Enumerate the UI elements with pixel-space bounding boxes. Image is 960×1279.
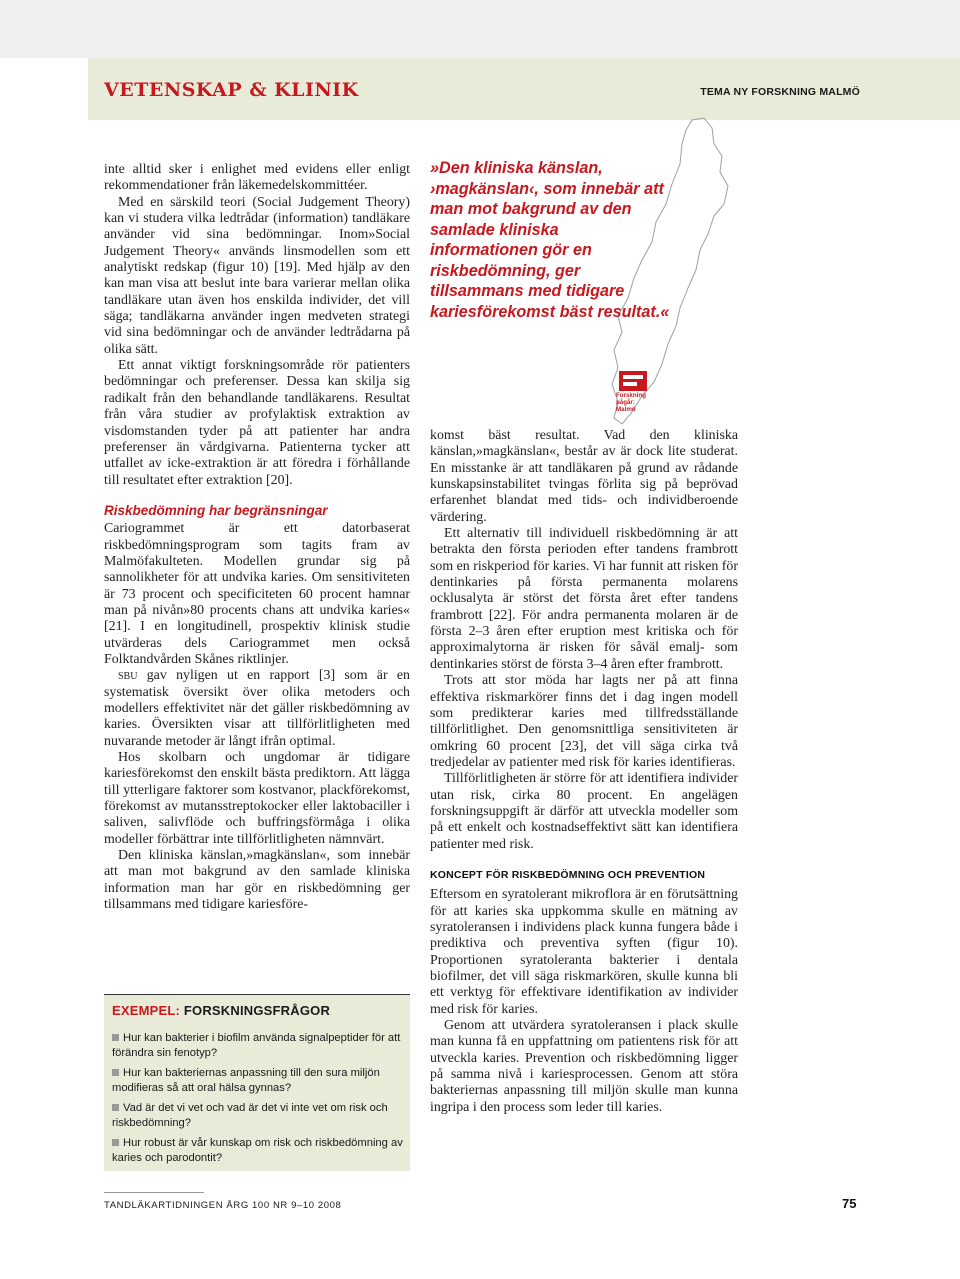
square-bullet-icon <box>112 1034 119 1041</box>
question-text: Vad är det vi vet och vad är det vi inte vet om risk och riskbedömning? <box>112 1102 388 1129</box>
question-text: Hur robust är vår kunskap om risk och riskbedömning av karies och parodontit? <box>112 1137 403 1164</box>
left-column <box>104 162 410 913</box>
list-item <box>112 1031 406 1060</box>
body-paragraph: Ett alternativ till individuell riskbedömning är att betrakta den första perioden efter tandens frambrott som en riskperiod för karies. Vi har funnit att risken för dentinkaries på första permanenta molarens ocklusalyta är störst det första året efter tandens frambrott [22]. För andra permanenta molaren är de första 2–3 åren efter eruption mest kritiska och för approximalytorna är risken för såväl emalj- som dentinkaries störst de första 3–4 åren efter frambrott. <box>430 526 738 672</box>
body-paragraph: Eftersom en syratolerant mikroflora är en förutsättning för att karies ska uppkomma skulle en mätning av syratoleransen i individens plack kunna fungera både i prediktiva och preventiva syften (figur 10). Proportionen syratoleranta bakterier i dentala biofilmer, det vill säga riskmarkören, skulle kunna bli ett verktyg för effektivare identifikation av individer med risk för karies. <box>430 887 738 1017</box>
body-paragraph: komst bäst resultat. Vad den kliniska känslan,»magkänslan«, består av är dock lite studerat. En misstanke är att tandläkaren på grund av rådande kunskapsinstabilitet tvingas förlita sig på beprövad erfarenhet blandat med tids- och individberoende värdering. <box>430 428 738 525</box>
badge-line: Malmö <box>616 406 636 413</box>
sbu-abbreviation: sbu <box>118 668 138 684</box>
question-text: Hur kan bakteriernas anpassning till den sura miljön modifieras så att oral hälsa gynnas? <box>112 1067 380 1094</box>
square-bullet-icon <box>112 1104 119 1111</box>
question-text: Hur kan bakterier i biofilm använda signalpeptider för att förändra sin fenotyp? <box>112 1032 401 1059</box>
subheading: KONCEPT FÖR RISKBEDÖMNING OCH PREVENTION <box>430 868 706 881</box>
body-paragraph: inte alltid sker i enlighet med evidens eller enligt rekommendationer från läkemedelskommittéer. <box>104 162 410 194</box>
body-paragraph: Genom att utvärdera syratoleransen i plack skulle man kunna få en uppfattning om patientens risk för att utveckla karies. Prevention och riskbedömning ligger på samma nivå i kariesprocessen. Genom att störa bakteriernas anpassning till miljön skulle man kunna ingripa i den process som leder till karies. <box>430 1018 738 1115</box>
journal-footer: TANDLÄKARTIDNINGEN ÅRG 100 NR 9–10 2008 <box>104 1200 342 1211</box>
body-paragraph: Tillförlitligheten är större för att identifiera individer utan risk, cirka 80 procent. En angelägen forskningsuppgift är därför att utveckla modeller som på ett enkelt och kostnadseffektivt sätt kan identifiera patienter med risk. <box>430 771 738 852</box>
sbu-text: gav nyligen ut en rapport [3] som är en systematisk översikt över olika metoders och modellers effektivitet när det gäller riskbedömning av karies. Översikten visar att tillförlitligheten med nuvarande metoder är långt ifrån optimal. <box>104 668 410 749</box>
body-paragraph: Den kliniska känslan,»magkänslan«, som innebär att man mot bakgrund av den samlade kliniska information man har gör en riskbedömning ger tillsammans med tidigare kariesföre- <box>104 848 410 913</box>
body-paragraph: Cariogrammet är ett datorbaserat riskbedömningsprogram som tagits fram av Malmöfakulteten. Modellen grundar sig på sannolikheter för att undvika karies. Om sensitiviteten är 73 procent och specificiteten 60 procent hamnar man på nivån»80 procents chans att undvika karies« [21]. I en longitudinell, prospektiv klinisk studie utvärderas dels Cariogrammet men också Folktandvården Skånes riktlinjer. <box>104 521 410 667</box>
body-paragraph: Ett annat viktigt forskningsområde rör patienters bedömningar och preferenser. Dessa kan skilja sig radikalt från den behandlande tandläkarens. Resultat från våra studier av profylaktisk extraktion av visdomstanden tyder på att patienter har andra preferenser än vårdgivarna. Patienterna tycker att utfallet av icke-extraktion är att föredra i förhållande till resultatet efter extraktion [20]. <box>104 358 410 488</box>
theme-tag: TEMA NY FORSKNING MALMÖ <box>700 86 860 98</box>
example-label: EXEMPEL: <box>112 1003 181 1018</box>
section-title: VETENSKAP & KLINIK <box>104 79 359 101</box>
square-bullet-icon <box>112 1139 119 1146</box>
example-title-text: FORSKNINGSFRÅGOR <box>183 1003 331 1018</box>
square-bullet-icon <box>112 1069 119 1076</box>
pull-quote: »Den kliniska känslan, ›magkänslan‹, som innebär att man mot bakgrund av den samlade kliniska informationen gör en riskbedömning, ger tillsammans med tidigare kariesförekomst bäst resultat.« <box>430 159 670 321</box>
body-paragraph: Trots att stor möda har lagts ner på att finna effektiva riskmarkörer finns det i dag ingen modell som predikterar karies med tillfredsställande tillförlitlighet. Den genomsnittliga sensitiviteten är omkring 60 procent [23], det vill säga cirka två tredjedelar av patienter med risk för karies identifieras. <box>430 673 738 770</box>
subheading: Riskbedömning har begränsningar <box>104 502 328 518</box>
body-paragraph-sbu <box>104 668 410 750</box>
footer-rule <box>104 1192 204 1193</box>
body-paragraph: Hos skolbarn och ungdomar är tidigare kariesförekomst den enskilt bästa prediktorn. Att lägga till ytterligare faktorer som kostvanor, plackförekomst, förekomst av mutansstreptokocker eller laktobaciller i saliven, salivflöde och buffringsförmåga i olika modeller förbättrar inte tillförlitligheten nämnvärt. <box>104 750 410 847</box>
top-margin-band <box>0 0 960 58</box>
page-number: 75 <box>842 1196 857 1211</box>
badge-caption <box>616 392 656 413</box>
badge-line: pågår: <box>616 399 635 406</box>
badge-line: Forskning <box>616 392 646 399</box>
research-questions-list <box>112 1031 406 1171</box>
right-column <box>430 428 738 1116</box>
body-paragraph: Med en särskild teori (Social Judgement Theory) kan vi studera vilka ledtrådar (information) tandläkare använder vid sina bedömningar. Inom»Social Judgement Theory« används linsmodellen som ett analytiskt redskap (figur 10) [19]. Med hjälp av den kan man visa att beslut inte bara varierar mellan olika tandläkare utan även hos enskilda individer, det vill säga; tandläkarna använder ingen medveten strategi vid sina bedömningar och de använder ledtrådarna på olika sätt. <box>104 194 410 357</box>
example-box-title <box>112 1003 330 1018</box>
list-item <box>112 1136 406 1165</box>
list-item <box>112 1101 406 1130</box>
research-badge-icon <box>618 370 648 392</box>
example-box <box>104 994 410 1171</box>
list-item <box>112 1066 406 1095</box>
